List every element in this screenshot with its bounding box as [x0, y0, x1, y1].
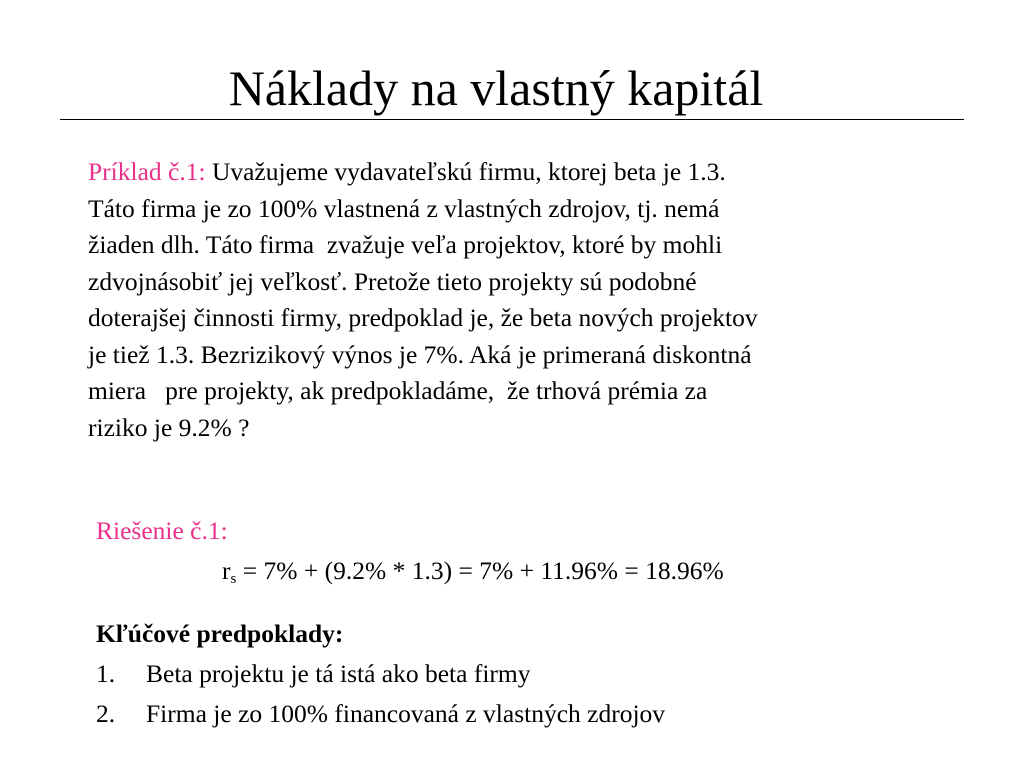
- formula-expression: = 7% + (9.2% * 1.3) = 7% + 11.96% = 18.96%: [236, 556, 724, 585]
- example-line: zdvojnásobiť jej veľkosť. Pretože tieto projekty sú podobné: [88, 266, 697, 296]
- assumption-text: Firma je zo 100% financovaná z vlastných zdrojov: [146, 699, 666, 728]
- title-divider: [60, 119, 964, 120]
- assumption-number: 2.: [96, 699, 116, 728]
- assumption-item: [96, 658, 531, 690]
- assumption-number: 1.: [96, 659, 116, 688]
- example-label: Príklad č.1:: [88, 157, 206, 186]
- example-line: miera pre projekty, ak predpokladáme, že trhová prémia za: [88, 376, 708, 405]
- example-line: je tiež 1.3. Bezrizikový výnos je 7%. Aká je primeraná diskontná: [88, 339, 752, 369]
- assumption-item: [96, 698, 665, 730]
- example-line: doterajšej činnosti firmy, predpoklad je, že beta nových projektov: [88, 303, 758, 332]
- assumption-text: Beta projektu je tá istá ako beta firmy: [146, 659, 531, 688]
- formula-subscript: s: [230, 571, 237, 587]
- example-text-block: [88, 154, 998, 446]
- solution-formula: [222, 555, 724, 587]
- example-line: žiaden dlh. Táto firma zvažuje veľa projektov, ktoré by mohli: [88, 230, 723, 259]
- example-line: Táto firma je zo 100% vlastnená z vlastných zdrojov, tj. nemá: [88, 193, 720, 223]
- example-line: riziko je 9.2% ?: [88, 412, 250, 442]
- solution-label: Riešenie č.1:: [96, 516, 228, 545]
- example-line-1: [88, 154, 998, 191]
- assumptions-heading: Kľúčové predpoklady:: [96, 619, 344, 648]
- formula-symbol: r: [222, 556, 231, 585]
- slide-title: Náklady na vlastný kapitál: [228, 60, 764, 116]
- example-first-line-text: Uvažujeme vydavateľskú firmu, ktorej beta je 1.3.: [205, 157, 726, 186]
